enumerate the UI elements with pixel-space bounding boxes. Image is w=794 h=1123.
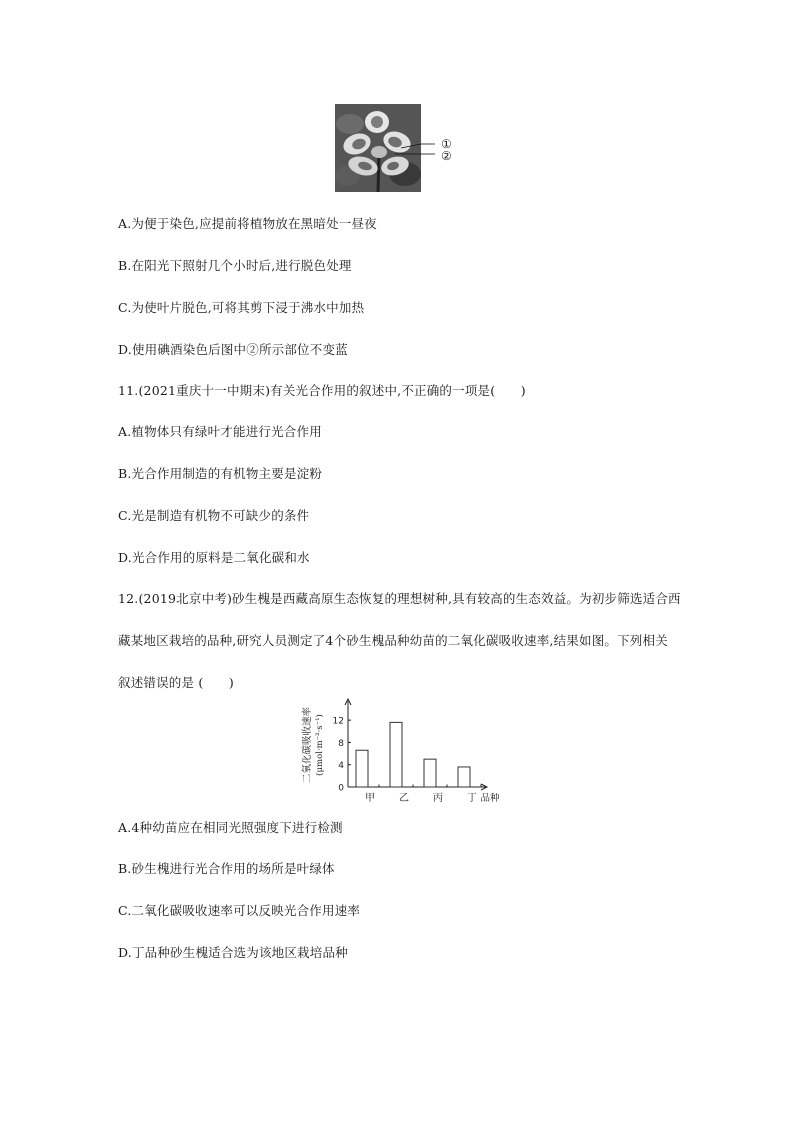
q11-option-c: C.光是制造有机物不可缺少的条件 [118, 508, 310, 523]
q10-option-c: C.为使叶片脱色,可将其剪下浸于沸水中加热 [118, 300, 365, 315]
bar-4 [458, 767, 470, 787]
marker-1: ① [441, 137, 452, 151]
q12-stem-line-2: 藏某地区栽培的品种,研究人员测定了4个砂生槐品种幼苗的二氧化碳吸收速率,结果如图。下列相关 [118, 633, 668, 648]
q11-option-a: A.植物体只有绿叶才能进行光合作用 [118, 424, 322, 439]
x-tick-label: 甲 [365, 793, 375, 804]
y-tick-label: 8 [338, 738, 344, 749]
q12-stem-line-1: 12.(2019北京中考)砂生槐是西藏高原生态恢复的理想树种,具有较高的生态效益。为初步筛选适合西 [118, 591, 681, 606]
y-tick-label: 0 [338, 783, 344, 794]
q11-stem: 11.(2021重庆十一中期末)有关光合作用的叙述中,不正确的一项是( ) [118, 383, 526, 398]
x-tick-label: 丙 [433, 793, 443, 804]
x-tick-label: 丁 [467, 793, 477, 804]
q10-option-a: A.为便于染色,应提前将植物放在黑暗处一昼夜 [118, 216, 377, 231]
bar-1 [356, 750, 368, 787]
y-tick-label: 12 [332, 716, 344, 727]
y-tick-label: 4 [338, 761, 344, 772]
q11-option-b: B.光合作用制造的有机物主要是淀粉 [118, 466, 323, 481]
bar-3 [424, 759, 436, 787]
q11-option-d: D.光合作用的原料是二氧化碳和水 [118, 550, 310, 565]
co2-absorption-chart [290, 695, 505, 810]
callout-leaders [421, 138, 441, 158]
x-axis-title: 品种 [480, 793, 500, 804]
plant-photo [335, 104, 421, 192]
x-tick-label: 乙 [399, 793, 409, 804]
bar-2 [390, 722, 402, 787]
q10-option-d: D.使用碘酒染色后图中②所示部位不变蓝 [118, 342, 348, 357]
q10-option-b: B.在阳光下照射几个小时后,进行脱色处理 [118, 258, 352, 273]
q12-option-c: C.二氧化碳吸收速率可以反映光合作用速率 [118, 903, 361, 918]
q12-option-b: B.砂生槐进行光合作用的场所是叶绿体 [118, 861, 335, 876]
y-axis-unit: (μmol·m⁻²·s⁻¹) [315, 714, 325, 776]
q12-stem-line-3: 叙述错误的是 ( ) [118, 675, 234, 690]
marker-2: ② [441, 149, 452, 163]
chart-svg [290, 695, 505, 810]
y-axis-title: 二氧化碳吸收速率 [302, 706, 313, 784]
q12-option-a: A.4种幼苗应在相同光照强度下进行检测 [118, 820, 343, 835]
q12-option-d: D.丁品种砂生槐适合选为该地区栽培品种 [118, 945, 348, 960]
